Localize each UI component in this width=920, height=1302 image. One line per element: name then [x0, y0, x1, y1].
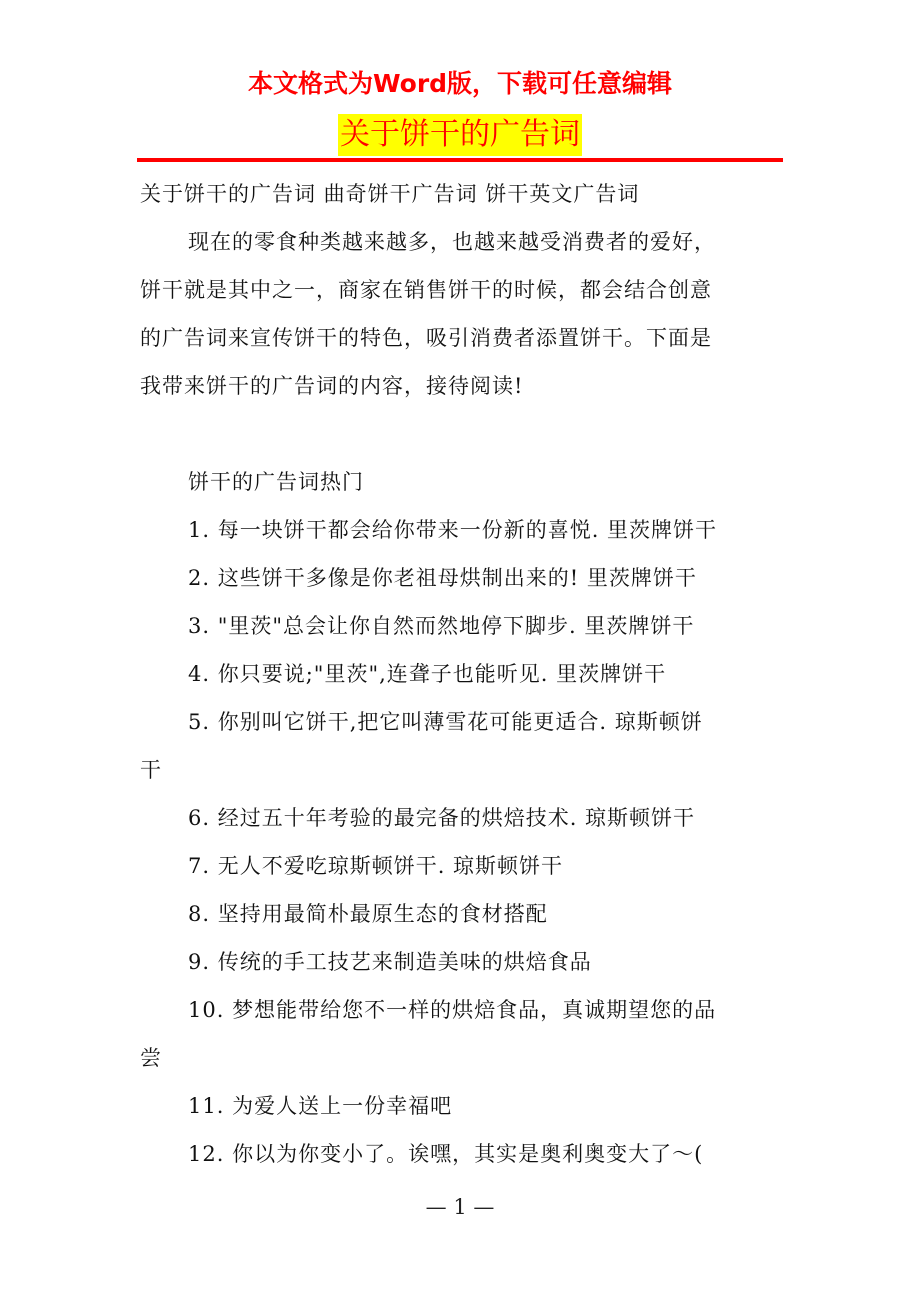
intro-line: 我带来饼干的广告词的内容，接待阅读!: [140, 374, 524, 398]
list-item: 3. "里茨"总会让你自然而然地停下脚步. 里茨牌饼干: [188, 614, 695, 638]
list-item: 1. 每一块饼干都会给你带来一份新的喜悦. 里茨牌饼干: [188, 518, 718, 542]
title-wrap: [0, 114, 920, 156]
subtitle-line: 关于饼干的广告词 曲奇饼干广告词 饼干英文广告词: [140, 182, 640, 206]
blank-line: [140, 410, 785, 458]
document-title: 关于饼干的广告词: [338, 114, 582, 156]
list-item: 2. 这些饼干多像是你老祖母烘制出来的! 里茨牌饼干: [188, 566, 697, 590]
list-item: 9. 传统的手工技艺来制造美味的烘焙食品: [188, 950, 592, 974]
list-item: 5. 你别叫它饼干,把它叫薄雪花可能更适合. 琼斯顿饼: [188, 710, 703, 734]
intro-line: 现在的零食种类越来越多，也越来越受消费者的爱好，: [188, 230, 716, 254]
intro-line: 的广告词来宣传饼干的特色，吸引消费者添置饼干。下面是: [140, 326, 712, 350]
list-item: 11. 为爱人送上一份幸福吧: [188, 1094, 453, 1118]
page-number: — 1 —: [425, 1195, 495, 1219]
list-item: 6. 经过五十年考验的最完备的烘焙技术. 琼斯顿饼干: [188, 806, 696, 830]
list-item: 7. 无人不爱吃琼斯顿饼干. 琼斯顿饼干: [188, 854, 564, 878]
section-heading: 饼干的广告词热门: [188, 470, 364, 494]
document-body: [140, 170, 785, 1178]
list-item: 8. 坚持用最简朴最原生态的食材搭配: [188, 902, 548, 926]
list-item: 10. 梦想能带给您不一样的烘焙食品，真诚期望您的品: [188, 998, 717, 1022]
list-item: 4. 你只要说;"里茨",连聋子也能听见. 里茨牌饼干: [188, 662, 667, 686]
intro-line: 饼干就是其中之一，商家在销售饼干的时候，都会结合创意: [140, 278, 712, 302]
format-banner: 本文格式为Word版，下载可任意编辑: [247, 69, 673, 98]
list-item-continuation: 尝: [140, 1046, 162, 1070]
list-item: 12. 你以为你变小了。诶嘿，其实是奥利奥变大了～(: [188, 1142, 704, 1166]
title-divider: [137, 158, 783, 162]
list-item-continuation: 干: [140, 758, 162, 782]
